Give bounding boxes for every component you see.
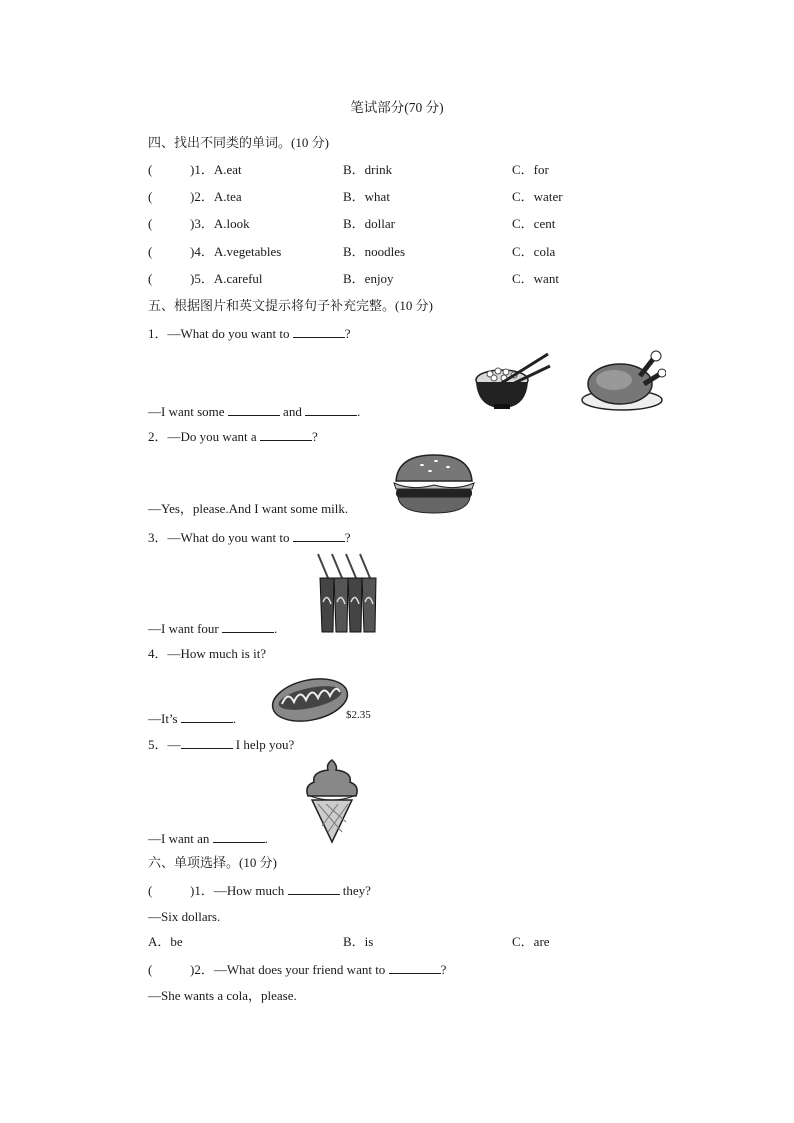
answer-paren[interactable]: ( [148, 271, 153, 286]
part5-q5-answer: —I want an . [148, 831, 268, 846]
answer-paren[interactable]: ( [148, 883, 153, 898]
part5-heading: 五、根据图片和英文提示将句子补充完整。(10 分) [148, 298, 433, 313]
answer-blank[interactable] [293, 529, 345, 542]
option-c: C．cent [512, 216, 556, 231]
answer-blank[interactable] [228, 403, 280, 416]
option-a: )3．A.look [190, 216, 250, 231]
answer-paren[interactable]: ( [148, 216, 153, 231]
rice-bowl-icon [470, 348, 552, 412]
part5-q2-question: 2．—Do you want a ? [148, 429, 318, 444]
option-c: C．water [512, 189, 563, 204]
answer-blank[interactable] [389, 961, 441, 974]
part5-q1-question: 1．—What do you want to ? [148, 326, 351, 341]
answer-blank[interactable] [181, 736, 233, 749]
part5-q4-question: 4．—How much is it? [148, 646, 267, 661]
option-b: B．what [343, 189, 390, 204]
answer-blank[interactable] [222, 620, 274, 633]
answer-paren[interactable]: ( [148, 962, 153, 977]
option-b: B．noodles [343, 244, 406, 259]
option-c: C．are [512, 934, 550, 949]
list-item [148, 189, 242, 205]
part5-q2-answer: —Yes，please.And I want some milk. [148, 501, 349, 516]
option-a: )5．A.careful [190, 271, 263, 286]
answer-blank[interactable] [288, 882, 340, 895]
option-b: B．is [343, 934, 374, 949]
hotdog-icon [270, 670, 352, 726]
answer-blank[interactable] [213, 830, 265, 843]
answer-blank[interactable] [305, 403, 357, 416]
part6-q2-question: ( )2．—What does your friend want to ? [148, 962, 447, 977]
part4-heading: 四、找出不同类的单词。(10 分) [148, 135, 329, 150]
list-item [148, 216, 250, 232]
price-label: $2.35 [346, 709, 371, 721]
option-b: B．enjoy [343, 271, 394, 286]
part5-q4-answer: —It’s . [148, 711, 237, 726]
part5-q3-answer: —I want four . [148, 621, 278, 636]
answer-blank[interactable] [260, 428, 312, 441]
list-item [148, 244, 281, 260]
cola-cups-icon [314, 552, 390, 634]
part5-q1-answer: —I want some and . [148, 404, 361, 419]
option-c: C．for [512, 162, 549, 177]
answer-blank[interactable] [181, 710, 233, 723]
part6-heading: 六、单项选择。(10 分) [148, 855, 277, 870]
part6-q2-answer: —She wants a cola，please. [148, 988, 297, 1003]
answer-paren[interactable]: ( [148, 162, 153, 177]
option-a: )4．A.vegetables [190, 244, 282, 259]
option-a: )1．A.eat [190, 162, 242, 177]
option-c: C．want [512, 271, 559, 286]
option-b: B．dollar [343, 216, 395, 231]
part6-q1-answer: —Six dollars. [148, 909, 221, 924]
option-c: C．cola [512, 244, 556, 259]
part5-q3-question: 3．—What do you want to ? [148, 530, 351, 545]
option-b: B．drink [343, 162, 393, 177]
list-item [148, 271, 263, 287]
option-a: )2．A.tea [190, 189, 242, 204]
option-a: A．be [148, 934, 183, 949]
ice-cream-icon [302, 758, 362, 844]
answer-paren[interactable]: ( [148, 189, 153, 204]
page-title: 笔试部分(70 分) [350, 100, 444, 115]
part5-q5-question: 5．— I help you? [148, 737, 295, 752]
roast-chicken-icon [580, 348, 666, 414]
list-item [148, 162, 242, 178]
hamburger-icon [392, 451, 476, 517]
part6-q1-question: ( )1．—How much they? [148, 883, 371, 898]
answer-paren[interactable]: ( [148, 244, 153, 259]
answer-blank[interactable] [293, 325, 345, 338]
